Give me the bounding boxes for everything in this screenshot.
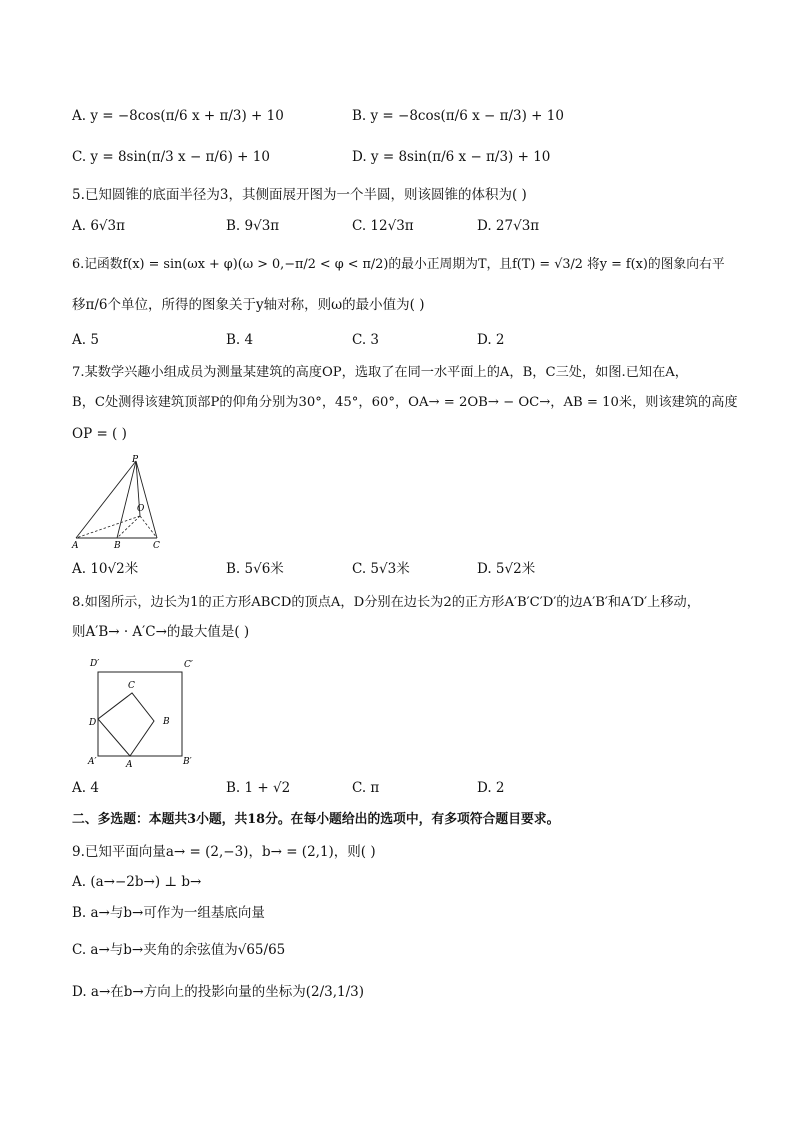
q5-option-d: D. 27√3π [477,218,540,234]
q5-option-b: B. 9√3π [226,218,280,234]
label-c: C [128,681,135,691]
q7-option-b: B. 5√6米 [226,561,284,577]
label-c: C [153,541,160,551]
label-a-prime: A′ [88,757,97,767]
q9-option-c: C. a→与b→夹角的余弦值为√65/65 [72,942,286,958]
q9-option-a: A. (a→−2b→) ⊥ b→ [72,874,202,890]
q8-option-b: B. 1 + √2 [226,780,291,796]
label-c-prime: C′ [184,660,193,670]
q7-figure [70,454,170,552]
q6-stem-line2: 移π/6个单位，所得的图象关于y轴对称，则ω的最小值为( ) [72,297,425,313]
q9-stem: 9.已知平面向量a→ = (2,−3)，b→ = (2,1)，则( ) [72,844,376,860]
label-a: A [72,541,79,551]
q4-option-d: D. y = 8sin(π/6 x − π/3) + 10 [352,149,551,165]
q9-option-b: B. a→与b→可作为一组基底向量 [72,905,265,921]
label-o: O [137,504,145,514]
q8-figure [84,652,204,772]
q8-stem-line2: 则A′B→ · A′C→的最大值是( ) [72,624,250,640]
q6-stem-line1: 6.记函数f(x) = sin(ωx + φ)(ω > 0,−π/2 < φ < π/2)的最小正周期为T，且f(T) = √3/2 将y = f(x)的图象向右平 [72,257,725,272]
label-d-prime: D′ [90,659,100,669]
q6-option-a: A. 5 [72,332,99,348]
q5-option-c: C. 12√3π [352,218,414,234]
inner-square [98,693,154,756]
q4-option-a: A. y = −8cos(π/6 x + π/3) + 10 [72,108,284,124]
q7-stem-line3: OP = ( ) [72,426,127,442]
label-p: P [132,455,139,465]
edge-ob [117,516,140,538]
q5-option-a: A. 6√3π [72,218,125,234]
q8-option-d: D. 2 [477,780,505,796]
label-d: D [89,718,97,728]
q5-stem: 5.已知圆锥的底面半径为3，其侧面展开图为一个半圆，则该圆锥的体积为( ) [72,187,527,203]
q7-option-a: A. 10√2米 [72,561,139,577]
q8-option-a: A. 4 [72,780,99,796]
edge-pa [76,461,136,538]
q7-stem-line1: 7.某数学兴趣小组成员为测量某建筑的高度OP，选取了在同一水平面上的A，B，C三处，如图.已知在A， [72,365,688,380]
q6-option-d: D. 2 [477,332,505,348]
q4-option-b: B. y = −8cos(π/6 x − π/3) + 10 [352,108,564,124]
q8-option-c: C. π [352,780,380,796]
q4-option-c: C. y = 8sin(π/3 x − π/6) + 10 [72,149,270,165]
label-b: B [163,717,170,727]
q6-option-c: C. 3 [352,332,380,348]
q7-option-c: C. 5√3米 [352,561,410,577]
q7-option-d: D. 5√2米 [477,561,536,577]
edge-oa [76,516,140,538]
q8-stem-line1: 8.如图所示，边长为1的正方形ABCD的顶点A，D分别在边长为2的正方形A′B′C′D′的边A′B′和A′D′上移动， [72,595,700,610]
section-2-title: 二、多选题：本题共3小题，共18分。在每小题给出的选项中，有多项符合题目要求。 [72,812,560,827]
q6-option-b: B. 4 [226,332,254,348]
q9-option-d: D. a→在b→方向上的投影向量的坐标为(2/3,1/3) [72,984,365,1000]
label-b-prime: B′ [183,757,192,767]
label-b: B [114,541,121,551]
q7-stem-line2: B，C处测得该建筑顶部P的仰角分别为30°，45°，60°，OA→ = 2OB→ − OC→，AB = 10米，则该建筑的高度 [72,395,738,410]
outer-square [98,672,182,756]
label-a: A [126,760,133,770]
